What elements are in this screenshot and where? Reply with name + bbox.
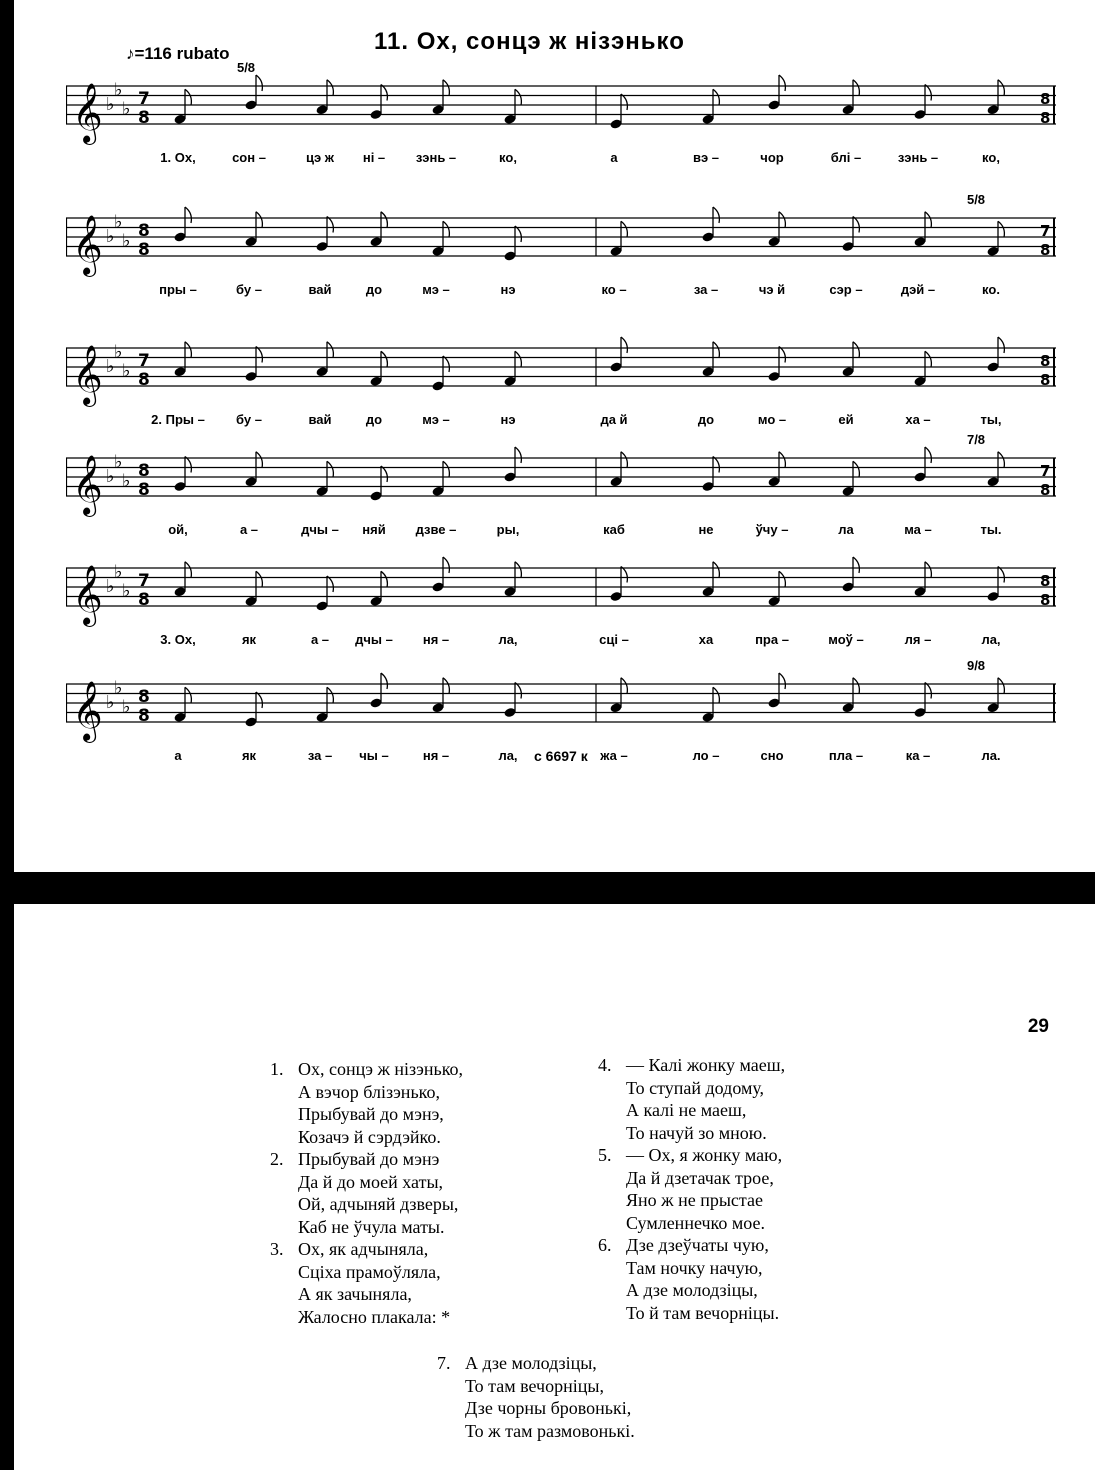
verse-line: — Калі жонку маеш, (626, 1055, 786, 1075)
verse-number: 4. (598, 1055, 612, 1075)
lyric-syllable: ры, (496, 522, 520, 537)
fermata-meter-mark: 7/8 (966, 432, 986, 447)
lyric-syllable: сно (760, 748, 784, 763)
verse-line: Ой, адчыняй дзверы, (298, 1194, 459, 1214)
lyric-syllable: моў – (828, 632, 864, 647)
lyric-syllable: 2. Пры – (151, 412, 205, 427)
lyric-syllable: ўчу – (755, 522, 789, 537)
song-title: 11. Ох, сонцэ ж нізэнько (374, 28, 685, 55)
lyric-syllable: ні – (362, 150, 386, 165)
lyric-syllable: мэ – (422, 412, 450, 427)
verse-number: 6. (598, 1235, 612, 1255)
treble-clef-icon: 𝄞 (72, 345, 103, 405)
flat-icon: ♭ (106, 575, 115, 597)
verse-line: А як зачыняла, (298, 1284, 412, 1304)
lyric-syllable: сці – (599, 632, 629, 647)
lyric-syllable: ла, (498, 748, 518, 763)
lyric-syllable: ей (838, 412, 854, 427)
svg-text:8: 8 (138, 590, 150, 610)
lyric-syllable: чэ й (758, 282, 786, 297)
treble-clef-icon: 𝄞 (72, 681, 103, 741)
lyric-syllable: ня – (422, 748, 450, 763)
lyric-syllable: сон – (232, 150, 266, 165)
verse-line: То й там вечорніцы. (626, 1302, 780, 1323)
lyric-syllable: пла – (828, 748, 864, 763)
lyric-syllable: бу – (236, 412, 262, 427)
lyric-syllable: до (697, 412, 715, 427)
lyric-syllable: зэнь – (897, 150, 939, 165)
flat-icon: ♭ (106, 93, 115, 115)
lyric-syllable: дчы – (301, 522, 339, 537)
verse-block (598, 1054, 785, 1144)
svg-text:8: 8 (1040, 481, 1051, 499)
lyric-syllable: ма – (904, 522, 932, 537)
lyric-syllable: блі – (830, 150, 862, 165)
lyric-syllable: а – (310, 632, 330, 647)
treble-clef-icon: 𝄞 (72, 565, 103, 625)
svg-text:8: 8 (138, 461, 150, 481)
verse-block (270, 1238, 463, 1328)
svg-text:8: 8 (1040, 109, 1051, 127)
verse-line: Да й до моей хаты, (298, 1171, 444, 1192)
verse-line: Там ночку начую, (626, 1257, 763, 1278)
verse-line: Ох, сонцэ ж нізэнько, (298, 1059, 464, 1079)
lyric-syllable: нэ (500, 282, 516, 297)
lyric-syllable: не (698, 522, 714, 537)
lyric-syllable: ко – (601, 282, 627, 297)
flat-icon: ♭ (122, 696, 131, 718)
lyric-syllable: вай (308, 282, 332, 297)
treble-clef-icon: 𝄞 (72, 455, 103, 515)
verse-line: Козачэ й сэрдэйко. (298, 1126, 441, 1147)
lyric-syllable: мэ – (422, 282, 450, 297)
verses-left-column (270, 1058, 463, 1328)
fermata-meter-mark: 9/8 (966, 658, 986, 673)
flat-icon: ♭ (114, 341, 123, 363)
lyric-syllable: вэ – (692, 150, 720, 165)
score-page (14, 0, 1095, 872)
svg-text:8: 8 (138, 706, 150, 726)
music-system (66, 430, 1056, 540)
svg-text:8: 8 (1040, 352, 1051, 370)
lyric-syllable: а – (239, 522, 259, 537)
lyric-syllable: пры – (159, 282, 197, 297)
verse-block (598, 1144, 785, 1234)
verse-block (437, 1352, 635, 1442)
flat-icon: ♭ (114, 79, 123, 101)
music-system (66, 320, 1056, 430)
lyric-syllable: 1. Ох, (160, 150, 196, 165)
verse-line: Каб не ўчула маты. (298, 1216, 445, 1237)
svg-text:8: 8 (1040, 90, 1051, 108)
flat-icon: ♭ (122, 230, 131, 252)
lyric-syllable: чы – (359, 748, 389, 763)
lyric-syllable: ла (838, 522, 854, 537)
fermata-meter-mark: 5/8 (236, 60, 256, 75)
flat-icon: ♭ (122, 98, 131, 120)
flat-icon: ♭ (122, 470, 131, 492)
verse-line: Жалосно плакала: * (298, 1306, 451, 1327)
flat-icon: ♭ (106, 355, 115, 377)
lyric-syllable: жа – (600, 748, 628, 763)
lyric-syllable: мо – (757, 412, 787, 427)
verse-line: Дзе чорны бровонькі, (465, 1398, 632, 1418)
lyric-syllable: да й (600, 412, 628, 427)
page-number: 29 (1027, 1016, 1049, 1037)
svg-text:8: 8 (1040, 371, 1051, 389)
verses-right-column (598, 1054, 785, 1324)
verse-line: То ступай додому, (626, 1077, 765, 1098)
lyric-syllable: ка – (905, 748, 931, 763)
verse-line: Яно ж не прыстае (626, 1190, 763, 1210)
verse-number: 5. (598, 1145, 612, 1165)
verse-number: 7. (437, 1353, 451, 1373)
verse-line: — Ох, я жонку маю, (626, 1145, 783, 1165)
svg-text:7: 7 (1040, 462, 1051, 480)
flat-icon: ♭ (106, 465, 115, 487)
tempo-marking: ♪=116 rubato (126, 44, 230, 63)
verse-number: 2. (270, 1149, 284, 1169)
svg-text:7: 7 (1040, 222, 1051, 240)
flat-icon: ♭ (114, 677, 123, 699)
lyric-syllable: ня – (422, 632, 450, 647)
lyric-syllable: як (241, 632, 257, 647)
lyric-syllable: ко. (982, 282, 1000, 297)
plate-number: с 6697 к (534, 748, 588, 764)
lyric-syllable: за – (693, 282, 719, 297)
verse-line: Сціха прамоўляла, (298, 1261, 441, 1282)
lyric-syllable: цэ ж (306, 150, 334, 165)
lyric-syllable: ты. (980, 522, 1002, 537)
lyric-syllable: бу – (236, 282, 262, 297)
svg-text:8: 8 (1040, 241, 1051, 259)
verse-block (598, 1234, 785, 1324)
svg-text:7: 7 (138, 571, 150, 591)
lyric-syllable: няй (362, 522, 386, 537)
lyric-syllable: ло – (692, 748, 720, 763)
lyric-syllable: зэнь – (415, 150, 457, 165)
lyric-syllable: дзве – (415, 522, 457, 537)
music-system (66, 190, 1056, 300)
music-system (66, 58, 1056, 168)
svg-text:8: 8 (138, 108, 150, 128)
lyric-syllable: нэ (500, 412, 516, 427)
music-system (66, 540, 1056, 650)
lyric-syllable: ха – (905, 412, 931, 427)
flat-icon: ♭ (122, 360, 131, 382)
flat-icon: ♭ (114, 451, 123, 473)
lyric-syllable: ты, (980, 412, 1002, 427)
lyric-syllable: сэр – (829, 282, 863, 297)
flat-icon: ♭ (106, 691, 115, 713)
lyric-syllable: за – (307, 748, 333, 763)
verse-line: А дзе молодзіцы, (626, 1280, 758, 1300)
fermata-meter-mark: 5/8 (966, 192, 986, 207)
verse-number: 3. (270, 1239, 284, 1259)
lyric-syllable: ла, (981, 632, 1001, 647)
lyric-syllable: ля – (904, 632, 932, 647)
lyric-syllable: а (610, 150, 618, 165)
lyric-syllable: 3. Ох, (160, 632, 196, 647)
lyric-syllable: як (241, 748, 257, 763)
lyric-syllable: каб (603, 522, 625, 537)
verse-line: То ж там размовонькі. (465, 1420, 635, 1441)
lyric-syllable: ой, (168, 522, 188, 537)
verse-block (270, 1148, 463, 1238)
svg-text:8: 8 (138, 240, 150, 260)
verse-line: Прыбувай до мэнэ (298, 1149, 440, 1169)
verse-number: 1. (270, 1059, 284, 1079)
lyric-syllable: ко, (499, 150, 517, 165)
verse-line: А вэчор блізэнько, (298, 1081, 440, 1102)
svg-text:7: 7 (138, 89, 150, 109)
svg-text:7: 7 (138, 351, 150, 371)
treble-clef-icon: 𝄞 (72, 83, 103, 143)
verse-seven-block (437, 1352, 635, 1442)
lyrics-page (14, 904, 1095, 1470)
svg-text:8: 8 (138, 221, 150, 241)
svg-text:8: 8 (1040, 572, 1051, 590)
verse-line: Сумленнечко мое. (626, 1212, 765, 1233)
svg-text:8: 8 (1040, 591, 1051, 609)
verse-line: А дзе молодзіцы, (465, 1353, 597, 1373)
lyric-syllable: до (365, 412, 383, 427)
lyric-syllable: пра – (755, 632, 789, 647)
svg-text:8: 8 (138, 480, 150, 500)
verse-line: Дзе дзеўчаты чую, (626, 1235, 769, 1255)
flat-icon: ♭ (114, 211, 123, 233)
lyric-syllable: ко, (982, 150, 1000, 165)
svg-text:8: 8 (138, 370, 150, 390)
lyric-syllable: а (174, 748, 182, 763)
lyric-syllable: дчы – (355, 632, 393, 647)
lyric-syllable: дэй – (900, 282, 936, 297)
verse-line: Ох, як адчыняла, (298, 1239, 429, 1259)
lyric-syllable: вай (308, 412, 332, 427)
lyric-syllable: до (365, 282, 383, 297)
svg-text:8: 8 (138, 687, 150, 707)
lyric-syllable: ла, (498, 632, 518, 647)
flat-icon: ♭ (106, 225, 115, 247)
treble-clef-icon: 𝄞 (72, 215, 103, 275)
verse-line: То начуй зо мною. (626, 1122, 767, 1143)
lyric-syllable: ха (698, 632, 714, 647)
lyric-syllable: чор (760, 150, 784, 165)
verse-line: То там вечорніцы, (465, 1375, 604, 1396)
verse-line: Да й дзетачак трое, (626, 1167, 774, 1188)
verse-line: А калі не маеш, (626, 1100, 747, 1120)
flat-icon: ♭ (122, 580, 131, 602)
verse-block (270, 1058, 463, 1148)
flat-icon: ♭ (114, 561, 123, 583)
verse-line: Прыбувай до мэнэ, (298, 1104, 444, 1124)
lyric-syllable: ла. (981, 748, 1001, 763)
